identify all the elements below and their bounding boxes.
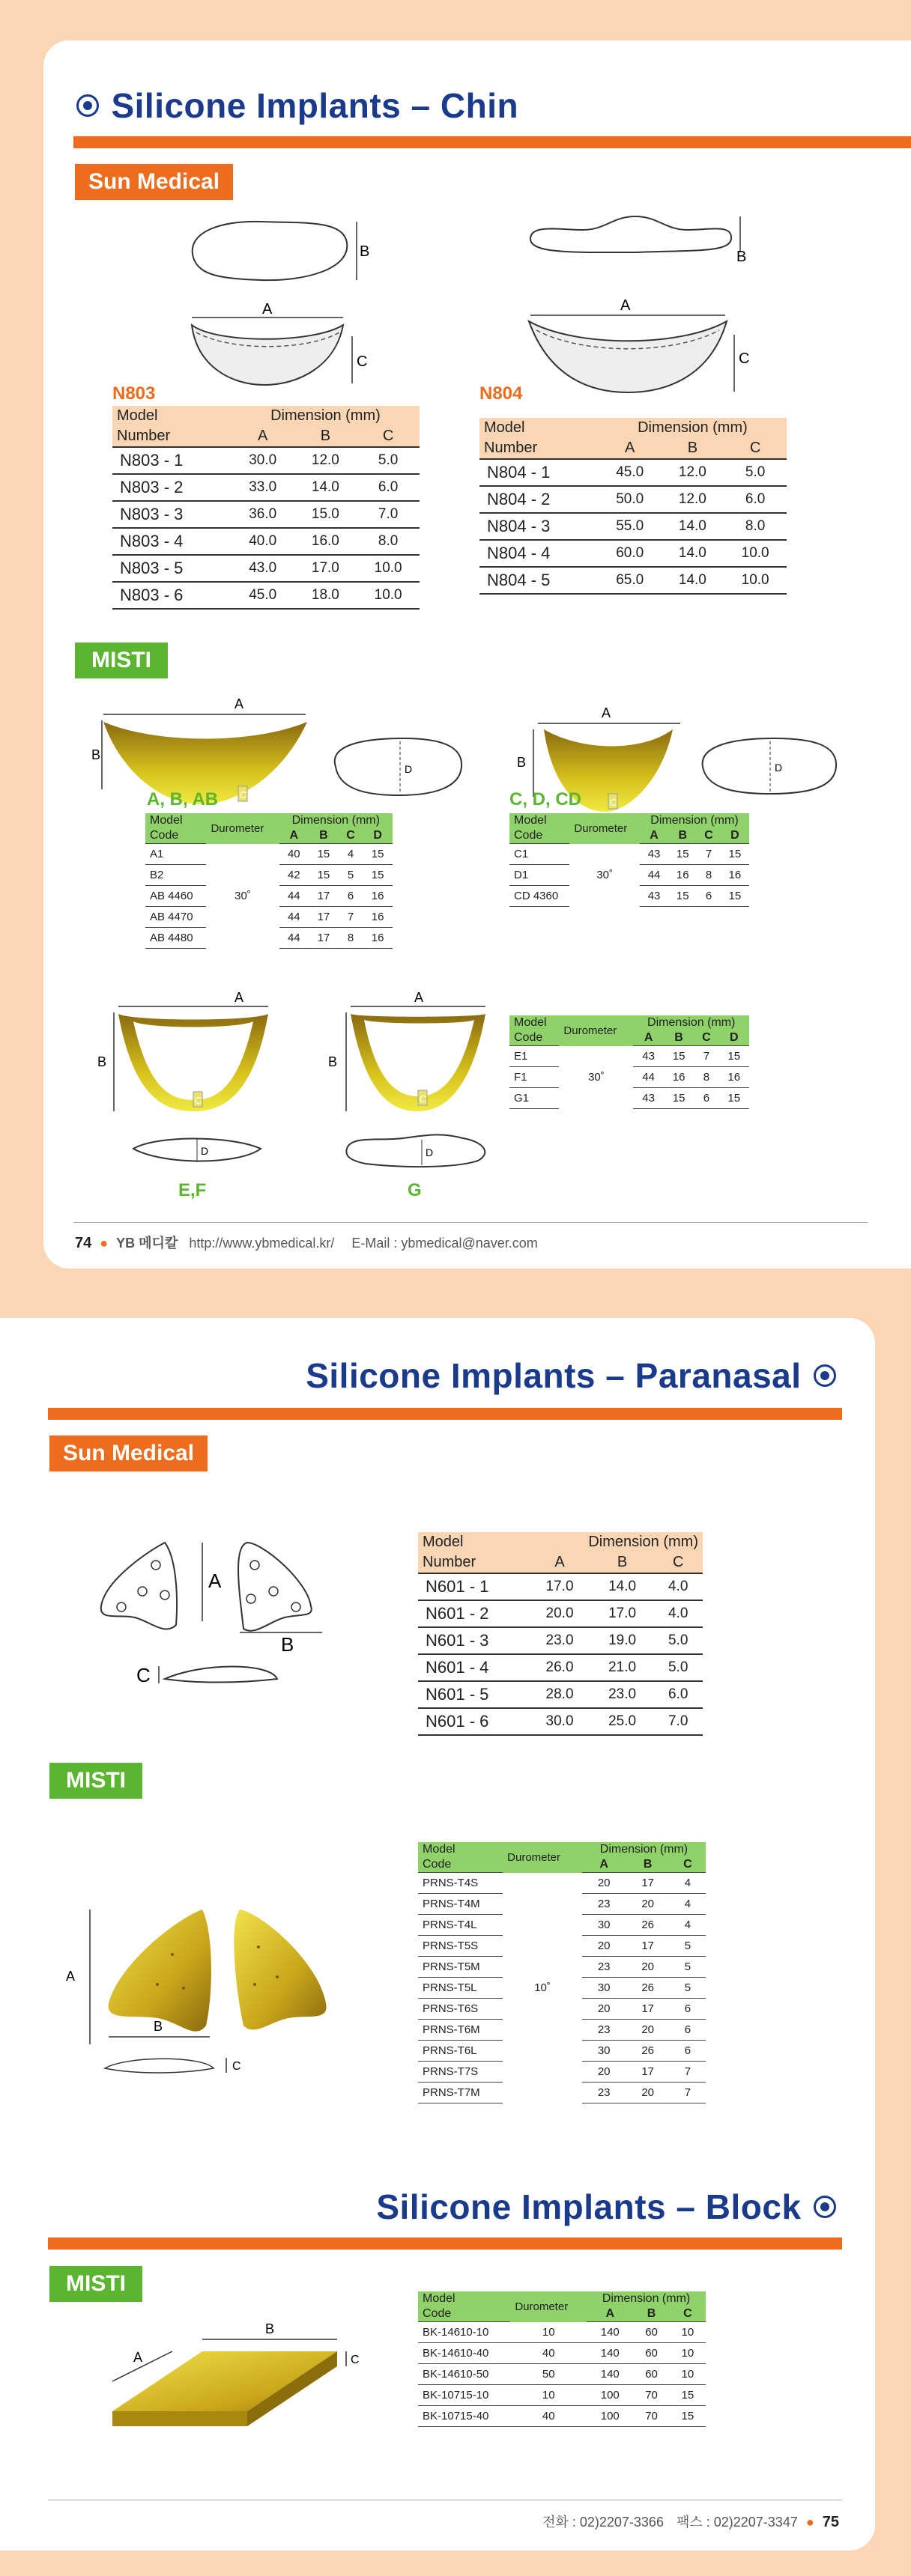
misti-cdcd-table: Model Durometer Dimension (mm) Code A B C D C1 30˚ 43 15 7 15 D1 44 16 8 16 CD 4360 43 15 6 15 (509, 813, 749, 907)
table-row: N804 - 1 45.0 12.0 5.0 (479, 459, 787, 486)
n804-diagram (523, 209, 748, 434)
table-row: PRNS-T5M 23 20 5 (418, 1957, 706, 1978)
bullet-icon (814, 1364, 836, 1387)
table-row: N804 - 2 50.0 12.0 6.0 (479, 486, 787, 513)
block-diagram (97, 2321, 382, 2456)
svg-text:D: D (775, 762, 783, 774)
bullet-icon (814, 2196, 836, 2218)
table-row: A1 30˚ 40 15 4 15 (145, 844, 393, 865)
misti-abab-label: A, B, AB (147, 789, 219, 809)
table-row: D1 44 16 8 16 (509, 865, 749, 886)
svg-text:A: A (234, 990, 244, 1005)
table-row: F1 44 16 8 16 (509, 1067, 749, 1088)
catalog-page-74 (43, 40, 911, 1269)
block-table: Model Durometer Dimension (mm) Code A B C BK-14610-10 10 140 60 10 BK-14610-40 40 140 60 10 BK-14610-50 50 140 60 10 BK-10715-10 10 100 70 15 BK-10715-40 40 100 70 15 (418, 2291, 706, 2427)
page-title: Silicone Implants – Chin (111, 86, 519, 125)
n804-label: N804 (479, 383, 523, 404)
n803-diagram (186, 213, 370, 430)
table-row: C1 30˚ 43 15 7 15 (509, 844, 749, 865)
svg-text:C: C (351, 2354, 360, 2366)
page-title: Silicone Implants – Paranasal (306, 1356, 802, 1395)
svg-text:D: D (201, 1145, 209, 1157)
footer-divider (73, 1222, 868, 1223)
svg-text:A: A (620, 297, 631, 314)
n804-table: Model Dimension (mm) Number A B C N804 - 1 45.0 12.0 5.0 N804 - 2 50.0 12.0 6.0 N804 - 3 55.0 14.0 8.0 N804 - 4 60.0 14.0 10.0 N804 - 5 65.0 14.0 10.0 (479, 418, 787, 595)
svg-text:A: A (133, 2350, 143, 2365)
svg-text:A: A (414, 990, 424, 1005)
table-row: PRNS-T6L 30 26 6 (418, 2041, 706, 2062)
chin-title (76, 85, 518, 126)
n803-table: Model Dimension (mm) Number A B C N803 - 1 30.0 12.0 5.0 N803 - 2 33.0 14.0 6.0 N803 - 3 36.0 15.0 7.0 N803 - 4 40.0 16.0 8.0 N803 - 5 43.0 17.0 10.0 N803 - 6 45.0 18.0 10.0 (112, 406, 420, 610)
prns-diagram (60, 1902, 375, 2074)
misti-abab-table: Model Durometer Dimension (mm) Code A B C D A1 30˚ 40 15 4 15 B2 42 15 5 15 AB 4460 44 17 6 16 AB 4470 44 17 7 16 AB 4480 44 17 8 16 (145, 813, 393, 949)
svg-text:B: B (736, 249, 747, 265)
table-row: AB 4460 44 17 6 16 (145, 886, 393, 907)
table-row: N803 - 5 43.0 17.0 10.0 (112, 555, 420, 582)
table-row: PRNS-T5S 20 17 5 (418, 1936, 706, 1957)
svg-text:B: B (517, 755, 527, 770)
n803-label: N803 (112, 383, 156, 404)
n601-table: Model Dimension (mm) Number A B C N601 - 1 17.0 14.0 4.0 N601 - 2 20.0 17.0 4.0 N601 - 3 23.0 19.0 5.0 N601 - 4 26.0 21.0 5.0 N601 - 5 28.0 23.0 6.0 N601 - 6 30.0 25.0 7.0 (418, 1532, 703, 1736)
table-row: PRNS-T4M 23 20 4 (418, 1894, 706, 1915)
paranasal-title (306, 1355, 836, 1396)
table-row: BK-14610-50 50 140 60 10 (418, 2364, 706, 2385)
svg-text:C: C (136, 1664, 151, 1686)
table-row: N803 - 2 33.0 14.0 6.0 (112, 474, 420, 501)
svg-text:B: B (360, 243, 370, 260)
svg-text:A: A (602, 705, 611, 720)
table-row: N804 - 5 65.0 14.0 10.0 (479, 567, 787, 594)
footer-email[interactable]: E-Mail : ybmedical@naver.com (351, 1236, 538, 1251)
table-row: N804 - 3 55.0 14.0 8.0 (479, 513, 787, 540)
catalog-page-75 (0, 1318, 875, 2551)
svg-text:A: A (66, 1969, 76, 1984)
table-row: N803 - 4 40.0 16.0 8.0 (112, 528, 420, 555)
brand-misti: MISTI (49, 1763, 142, 1799)
table-row: PRNS-T5L 30 26 5 (418, 1978, 706, 1999)
table-row: AB 4480 44 17 8 16 (145, 928, 393, 949)
misti-cdcd-label: C, D, CD (509, 789, 581, 809)
table-row: PRNS-T6S 20 17 6 (418, 1999, 706, 2020)
misti-efg-table: Model Durometer Dimension (mm) Code A B C D E1 30˚ 43 15 7 15 F1 44 16 8 16 G1 43 15 6 15 (509, 1015, 749, 1109)
misti-ef-label: E,F (178, 1180, 207, 1200)
table-row: PRNS-T4S 10˚ 20 17 4 (418, 1873, 706, 1894)
block-title (376, 2187, 836, 2227)
section-title: Silicone Implants – Block (376, 2187, 802, 2226)
brand-sun-medical: Sun Medical (75, 164, 233, 200)
page-footer: 74 ● YB 메디칼 http://www.ybmedical.kr/ E-Mail : ybmedical@naver.com (75, 1235, 538, 1251)
svg-text:C: C (357, 353, 368, 370)
svg-text:B: B (265, 2321, 275, 2336)
table-row: PRNS-T7M 23 20 7 (418, 2083, 706, 2103)
brand-misti: MISTI (49, 2266, 142, 2302)
svg-text:C: C (195, 1095, 202, 1106)
svg-text:C: C (610, 797, 617, 808)
n601-diagram (90, 1535, 345, 1692)
table-row: N601 - 1 17.0 14.0 4.0 (418, 1573, 703, 1600)
brand-sun-medical: Sun Medical (49, 1436, 208, 1471)
svg-text:A: A (208, 1570, 222, 1592)
svg-text:B: B (91, 747, 101, 762)
table-row: N803 - 6 45.0 18.0 10.0 (112, 582, 420, 609)
svg-text:C: C (240, 789, 247, 801)
table-row: PRNS-T4L 30 26 4 (418, 1915, 706, 1936)
svg-text:A: A (262, 301, 273, 318)
page-footer: 전화 : 02)2207-3366 팩스 : 02)2207-3347 ● 75 (542, 2514, 839, 2530)
table-row: N601 - 3 23.0 19.0 5.0 (418, 1627, 703, 1654)
table-row: AB 4470 44 17 7 16 (145, 907, 393, 928)
bullet-icon (76, 94, 99, 117)
table-row: N601 - 4 26.0 21.0 5.0 (418, 1654, 703, 1681)
svg-text:D: D (405, 763, 413, 775)
misti-g-label: G (408, 1180, 422, 1200)
brand-misti: MISTI (75, 643, 168, 678)
svg-text:C: C (420, 1093, 427, 1105)
table-row: N803 - 1 30.0 12.0 5.0 (112, 447, 420, 474)
svg-text:B: B (97, 1054, 107, 1069)
title-underline (48, 1408, 842, 1420)
table-row: BK-14610-10 10 140 60 10 (418, 2322, 706, 2343)
table-row: N601 - 2 20.0 17.0 4.0 (418, 1600, 703, 1627)
table-row: B2 42 15 5 15 (145, 865, 393, 886)
footer-url[interactable]: http://www.ybmedical.kr/ (189, 1236, 335, 1251)
title-underline (48, 2238, 842, 2250)
title-underline (73, 136, 911, 148)
svg-text:C: C (739, 350, 750, 367)
svg-text:A: A (234, 696, 244, 711)
table-row: BK-10715-10 10 100 70 15 (418, 2385, 706, 2406)
svg-text:C: C (232, 2060, 241, 2073)
table-row: BK-10715-40 40 100 70 15 (418, 2406, 706, 2427)
svg-text:B: B (154, 2019, 163, 2034)
svg-text:D: D (426, 1146, 434, 1158)
table-row: N601 - 6 30.0 25.0 7.0 (418, 1708, 703, 1735)
misti-efg-diagram (88, 991, 508, 1201)
table-row: CD 4360 43 15 6 15 (509, 886, 749, 907)
table-row: N803 - 3 36.0 15.0 7.0 (112, 501, 420, 528)
table-row: BK-14610-40 40 140 60 10 (418, 2343, 706, 2364)
svg-text:B: B (281, 1633, 294, 1656)
svg-text:B: B (328, 1054, 338, 1069)
prns-table: Model Durometer Dimension (mm) Code A B C PRNS-T4S 10˚ 20 17 4 PRNS-T4M 23 20 4 PRNS-T4L 30 26 4 PRNS-T5S 20 17 5 PRNS-T5M 23 20 5 PRNS-T5L 30 26 5 PRNS-T6S 20 17 6 PRNS-T6M 23 20 6 PRNS-T6L 30 26 6 PRNS-T7S 20 17 7 PRNS-T7M 23 20 7 (418, 1842, 706, 2103)
table-row: N601 - 5 28.0 23.0 6.0 (418, 1681, 703, 1708)
table-row: PRNS-T7S 20 17 7 (418, 2062, 706, 2083)
table-row: N804 - 4 60.0 14.0 10.0 (479, 540, 787, 567)
table-row: PRNS-T6M 23 20 6 (418, 2020, 706, 2041)
table-row: G1 43 15 6 15 (509, 1088, 749, 1109)
table-row: E1 30˚ 43 15 7 15 (509, 1046, 749, 1067)
